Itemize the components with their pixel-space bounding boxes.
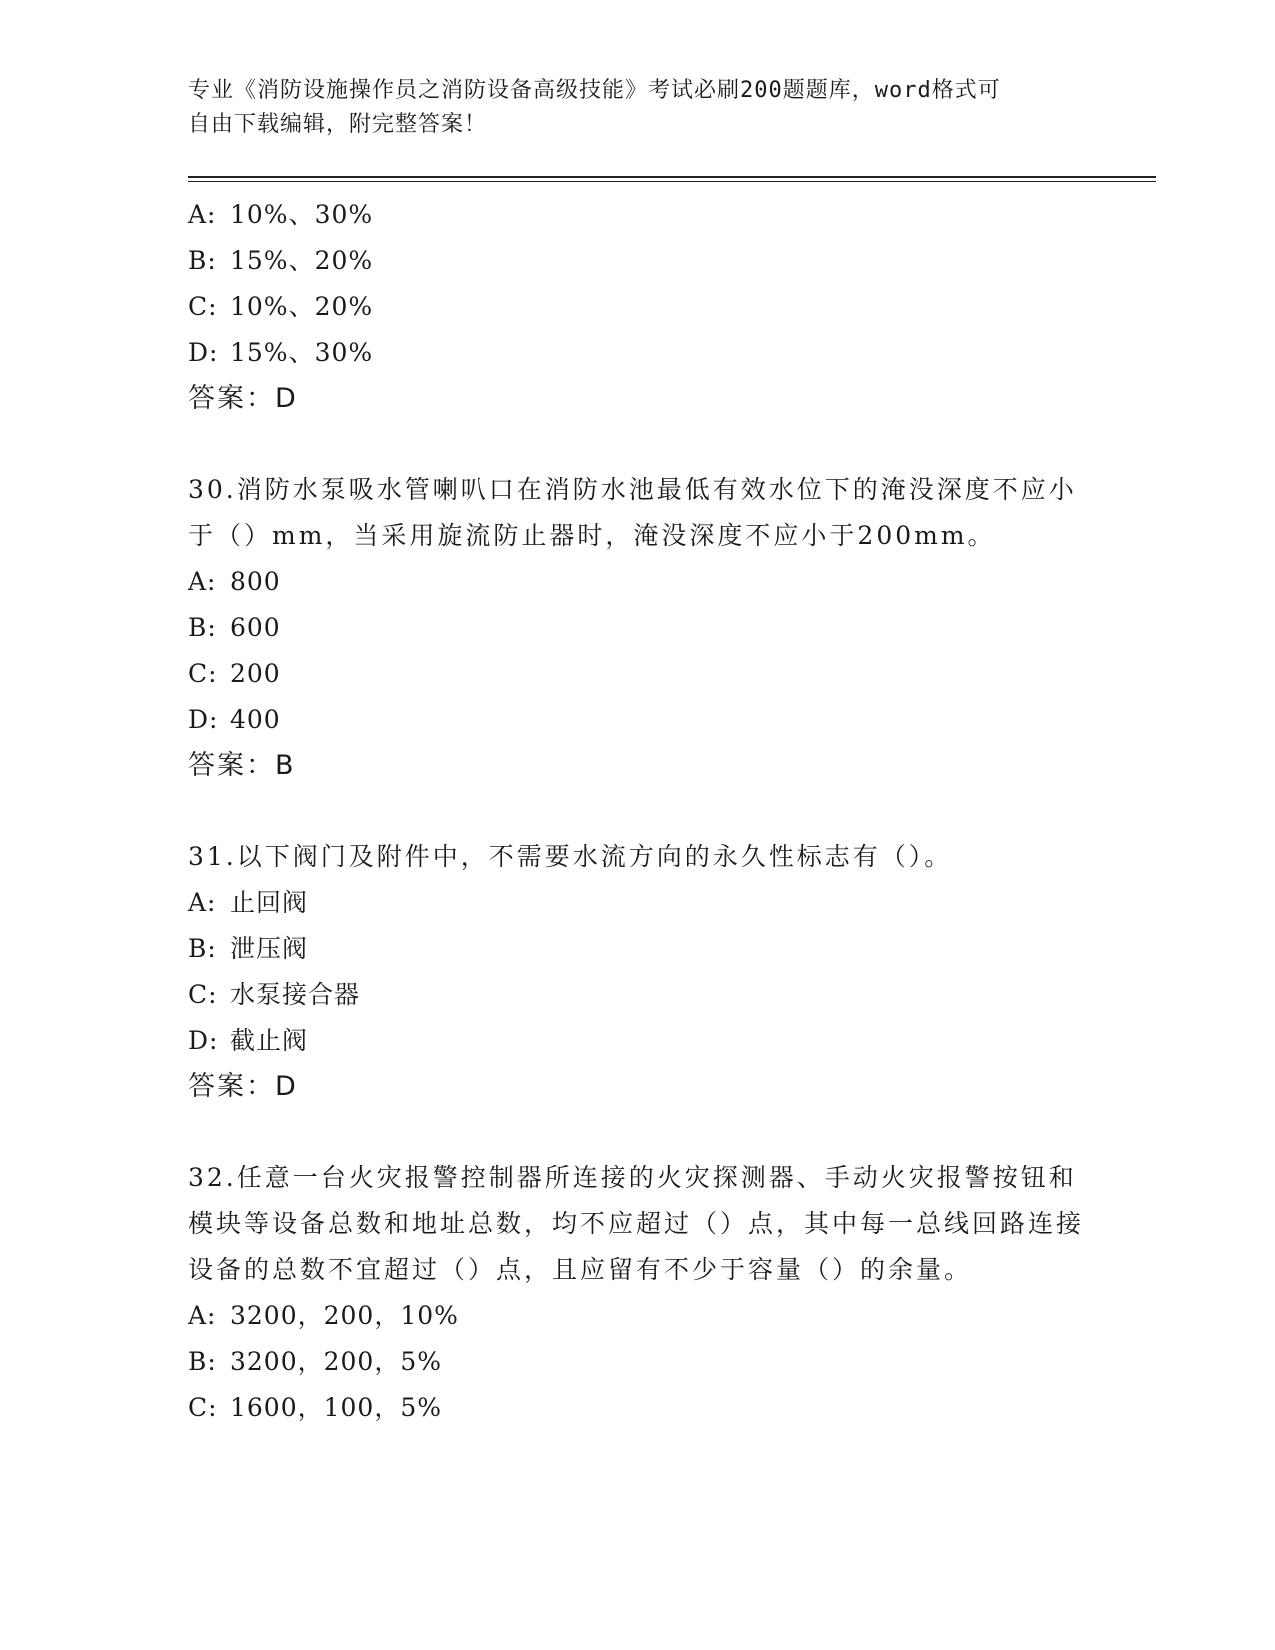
- option-a: A: 3200，200，10%: [188, 1301, 459, 1330]
- option-c: C: 1600，100，5%: [188, 1393, 443, 1422]
- option-b: B: 泄压阀: [188, 934, 309, 963]
- option-d: D: 15%、30%: [188, 338, 374, 367]
- question-text: 32.任意一台火灾报警控制器所连接的火灾探测器、手动火灾报警按钮和模块等设备总数和地址总数，均不应超过（）点，其中每一总线回路连接设备的总数不宜超过（）点，且应留有不少于容量（）的余量。: [188, 1163, 1085, 1284]
- question-text: 31.以下阀门及附件中，不需要水流方向的永久性标志有（）。: [188, 842, 953, 871]
- question-text: 30.消防水泵吸水管喇叭口在消防水池最低有效水位下的淹没深度不应小于（）mm，当采用旋流防止器时，淹没深度不应小于200mm。: [188, 475, 1077, 550]
- header-divider-thin: [188, 181, 1156, 182]
- option-c: C: 水泵接合器: [188, 980, 361, 1009]
- option-b: B: 600: [188, 613, 281, 642]
- option-b: B: 3200，200，5%: [188, 1347, 443, 1376]
- header-line-2: 自由下载编辑，附完整答案！: [188, 112, 488, 137]
- answer-line: 答案：D: [188, 383, 296, 414]
- option-a: A: 止回阀: [188, 888, 309, 917]
- answer-line: 答案：B: [188, 750, 294, 781]
- option-d: D: 截止阀: [188, 1026, 309, 1055]
- option-a: A: 10%、30%: [188, 200, 374, 229]
- option-c: C: 200: [188, 659, 281, 688]
- question-block-32: [188, 1155, 1088, 1431]
- question-block-31: [188, 834, 1088, 1110]
- option-d: D: 400: [188, 705, 281, 734]
- answer-line: 答案：D: [188, 1071, 296, 1102]
- option-a: A: 800: [188, 567, 281, 596]
- header-line-1: 专业《消防设施操作员之消防设备高级技能》考试必刷200题题库，word格式可: [188, 78, 1001, 103]
- document-body: [188, 192, 1088, 1431]
- question-block-29: [188, 192, 1088, 422]
- header-divider: [188, 176, 1156, 178]
- option-b: B: 15%、20%: [188, 246, 374, 275]
- option-c: C: 10%、20%: [188, 292, 374, 321]
- question-block-30: [188, 467, 1088, 789]
- document-header: [188, 74, 1068, 142]
